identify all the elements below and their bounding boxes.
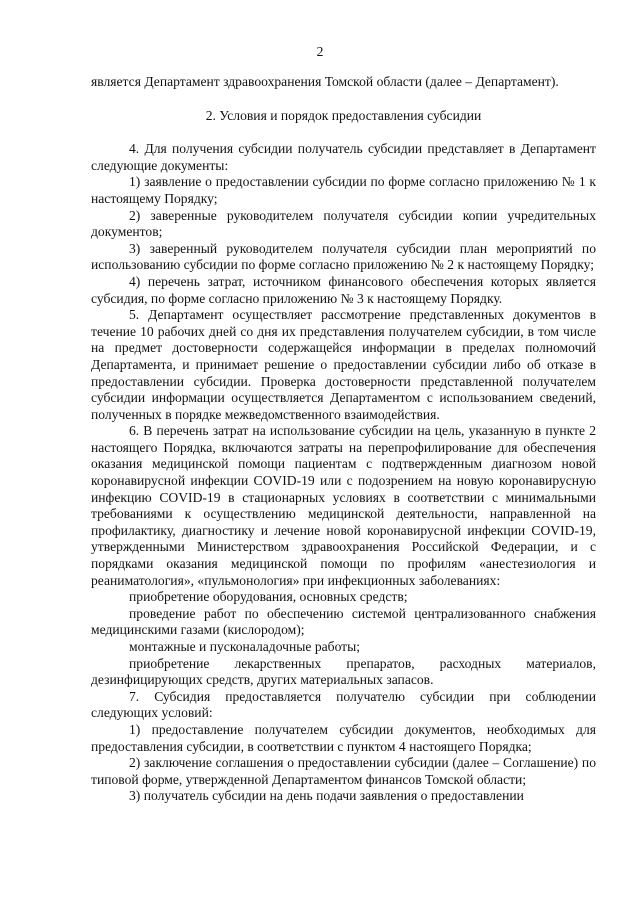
paragraph: 1) заявление о предоставлении субсидии по форме согласно приложению № 1 к настоящему Порядку;: [91, 174, 596, 206]
paragraph: 4. Для получения субсидии получатель субсидии представляет в Департамент следующие документы:: [91, 141, 596, 173]
paragraph: 2) заверенные руководителем получателя субсидии копии учредительных документов;: [91, 207, 596, 240]
paragraph: 3) получатель субсидии на день подачи заявления о предоставлении: [129, 788, 524, 804]
paragraph: монтажные и пусконаладочные работы;: [129, 639, 361, 654]
section-title: 2. Условия и порядок предоставления субсидии: [205, 107, 482, 123]
paragraph: 3) заверенный руководителем получателя субсидии план мероприятий по использованию субсидии по форме согласно приложению № 2 к настоящему Порядку;: [91, 240, 596, 273]
paragraph: 1) предоставление получателем субсидии документов, необходимых для предоставления субсидии, в соответствии с пунктом 4 настоящего Порядка;: [91, 721, 596, 754]
paragraph: 6. В перечень затрат на использование субсидии на цель, указанную в пункте 2 настоящего Порядка, включаются затраты на перепрофилирование для обеспечения оказания медицинской помощи пациентам с подтвержденным диагнозом новой коронавирусной инфекции COVID-19 или с подозрением на новую коронавирусную инфекцию COVID-19 в стационарных условиях в соответствии с минимальными требованиями к осуществлению медицинской деятельности, направленной на профилактику, диагностику и лечение новой коронавирусной инфекции COVID-19, утвержденными Министерством здравоохранения Российской Федерации, и с порядками оказания медицинской помощи по профилям «анестезиология и реаниматология», «пульмонология» при инфекционных заболеваниях:: [91, 423, 596, 588]
paragraph: проведение работ по обеспечению системой централизованного снабжения медицинскими газами (кислородом);: [91, 605, 596, 638]
paragraph: 7. Субсидия предоставляется получателю субсидии при соблюдении следующих условий:: [91, 688, 596, 721]
paragraph: 4) перечень затрат, источником финансового обеспечения которых является субсидия, по форме согласно приложению № 3 к настоящему Порядку.: [91, 273, 596, 306]
paragraph: приобретение оборудования, основных средств;: [129, 589, 408, 605]
paragraph: 5. Департамент осуществляет рассмотрение представленных документов в течение 10 рабочих дней со дня их представления получателем субсидии, в том числе на предмет достоверности содержащейся информации в пределах полномочий Департамента, и принимает решение о предоставлении субсидии либо об отказе в предоставлении субсидии. Проверка достоверности представленной получателем субсидии информации осуществляется Департаментом с использованием сведений, полученных в порядке межведомственного взаимодействия.: [91, 307, 596, 422]
document-body: [91, 74, 596, 805]
paragraph: 2) заключение соглашения о предоставлении субсидии (далее – Соглашение) по типовой форме, утвержденной Департаментом финансов Томской области;: [91, 755, 596, 787]
paragraph: приобретение лекарственных препаратов, расходных материалов, дезинфицирующих средств, других материальных запасов.: [91, 655, 596, 688]
page-number: 2: [316, 44, 324, 59]
continuation-paragraph: является Департамент здравоохранения Томской области (далее – Департамент).: [91, 74, 559, 89]
